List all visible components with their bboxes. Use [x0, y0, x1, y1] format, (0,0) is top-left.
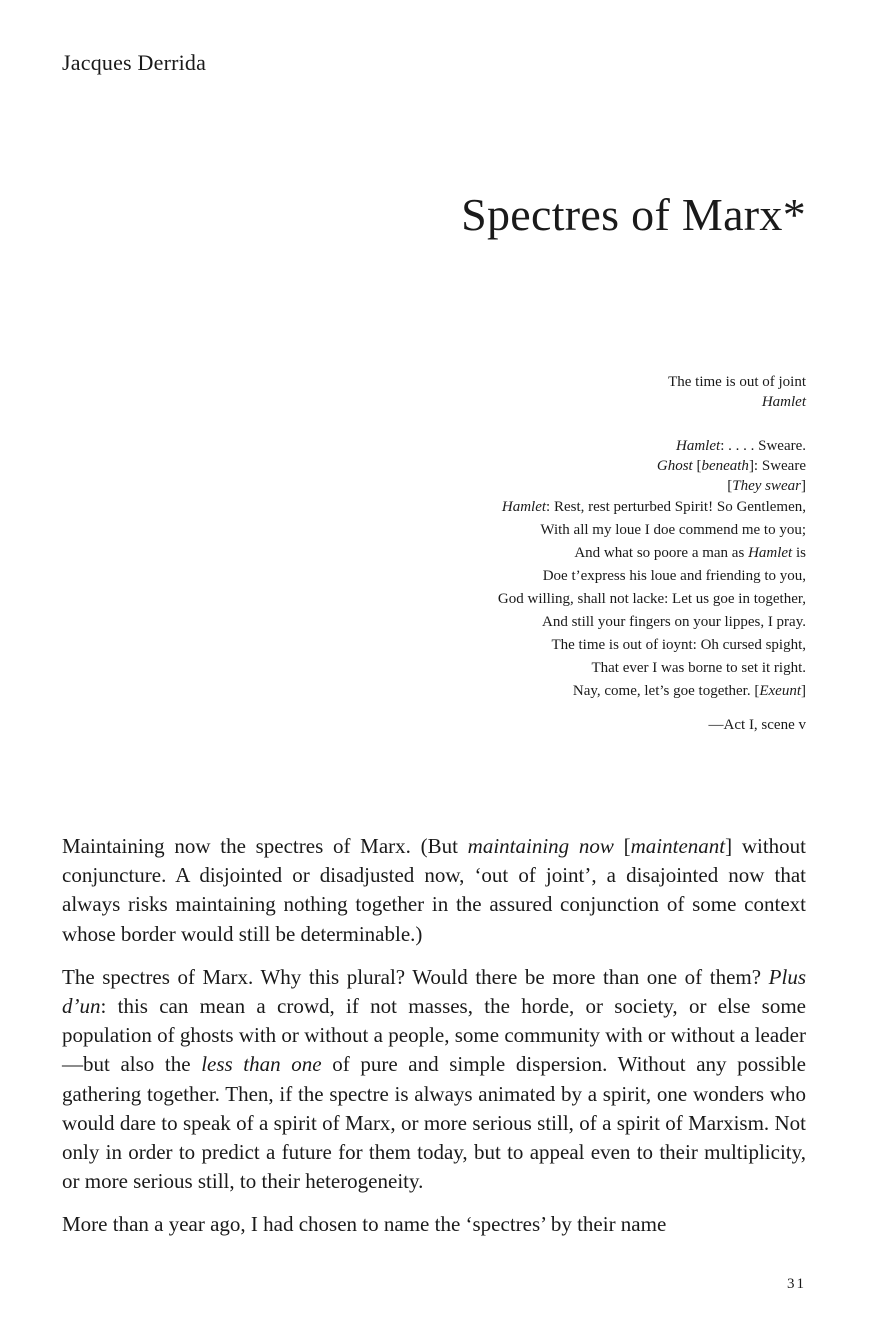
epigraph-verse — [286, 436, 806, 703]
emphasis: Plus d’un — [62, 964, 806, 1019]
verse-text: And what so poore a man as — [574, 545, 749, 561]
verse-text: [ — [727, 478, 733, 494]
source-title: Hamlet — [761, 394, 806, 410]
stage-direction: beneath — [701, 458, 749, 474]
speaker-name: Hamlet — [748, 545, 793, 561]
verse-line: And still your fingers on your lippes, I pray. — [542, 614, 806, 630]
running-header-author: Jacques Derrida — [62, 50, 207, 75]
epigraph-quote: The time is out of joint — [668, 374, 806, 390]
verse-text: Nay, come, let’s goe together. [ — [572, 683, 760, 699]
verse-text: ] — [801, 683, 806, 699]
verse-line: That ever I was borne to set it right. — [591, 660, 806, 676]
paragraph-text: ] without conjuncture. A disjointed or disadjusted now, ‘out of joint’, a disajointed now that always risks maintaining nothing together in the assured conjunction of some context whose border would still be determinable.) — [62, 834, 807, 946]
paragraph-text: of pure and simple dispersion. Without any possible gathering together. Then, if the spectre is always animated by a spirit, one wonders who would dare to speak of a spirit of Marx, or more serious still, of a spirit of Marxism. Not only in order to predict a future for them today, but to appeal even to their multiplicity, or more serious still, to their heterogeneity. — [62, 1052, 807, 1194]
paragraph-text: The spectres of Marx. Why this plural? Would there be more than one of them? — [62, 964, 769, 989]
paragraph: More than a year ago, I had chosen to name the ‘spectres’ by their name — [62, 1212, 667, 1237]
verse-line — [286, 436, 806, 456]
chapter-title: Spectres of Marx* — [461, 189, 806, 240]
stage-direction: They swear — [732, 478, 801, 494]
verse-line: The time is out of ioynt: Oh cursed spight, — [551, 637, 806, 653]
verse-line — [286, 476, 806, 496]
paragraph-text: [ — [613, 834, 631, 858]
speaker-name: Hamlet — [501, 499, 547, 515]
verse-line — [286, 542, 806, 565]
speaker-name: Ghost — [656, 458, 693, 474]
page-number: 31 — [787, 1276, 806, 1292]
epigraph-quote-source — [286, 392, 806, 412]
paragraph — [62, 832, 806, 949]
verse-line — [286, 496, 806, 519]
paragraph — [62, 963, 806, 1197]
paragraph-text: : this can mean a crowd, if not masses, the horde, or society, or else some population of ghosts with or without a people, some community with or without a leader—but also the — [62, 994, 806, 1077]
speaker-name: Hamlet — [676, 438, 721, 454]
verse-line: God willing, shall not lacke: Let us goe in together, — [497, 591, 806, 607]
verse-text: ]: Sweare — [748, 458, 806, 474]
verse-text: : Rest, rest perturbed Spirit! So Gentlemen, — [546, 499, 806, 515]
verse-line — [286, 456, 806, 476]
emphasis: maintaining now — [467, 834, 614, 858]
verse-text: [ — [692, 458, 702, 474]
stage-direction: Exeunt — [759, 683, 801, 699]
emphasis: less than one — [201, 1052, 322, 1077]
verse-text: is — [792, 545, 806, 561]
verse-line — [286, 680, 806, 703]
epigraph — [286, 372, 806, 735]
verse-line: Doe t’express his loue and friending to you, — [542, 568, 806, 584]
verse-text: : . . . . Sweare. — [720, 438, 806, 454]
verse-text: ] — [801, 478, 806, 494]
verse-line: With all my loue I doe commend me to you; — [540, 522, 806, 538]
epigraph-citation: —Act I, scene v — [708, 717, 806, 733]
body-text — [62, 832, 806, 1254]
paragraph-text: Maintaining now the spectres of Marx. (But — [62, 834, 468, 858]
emphasis: maintenant — [630, 834, 726, 858]
